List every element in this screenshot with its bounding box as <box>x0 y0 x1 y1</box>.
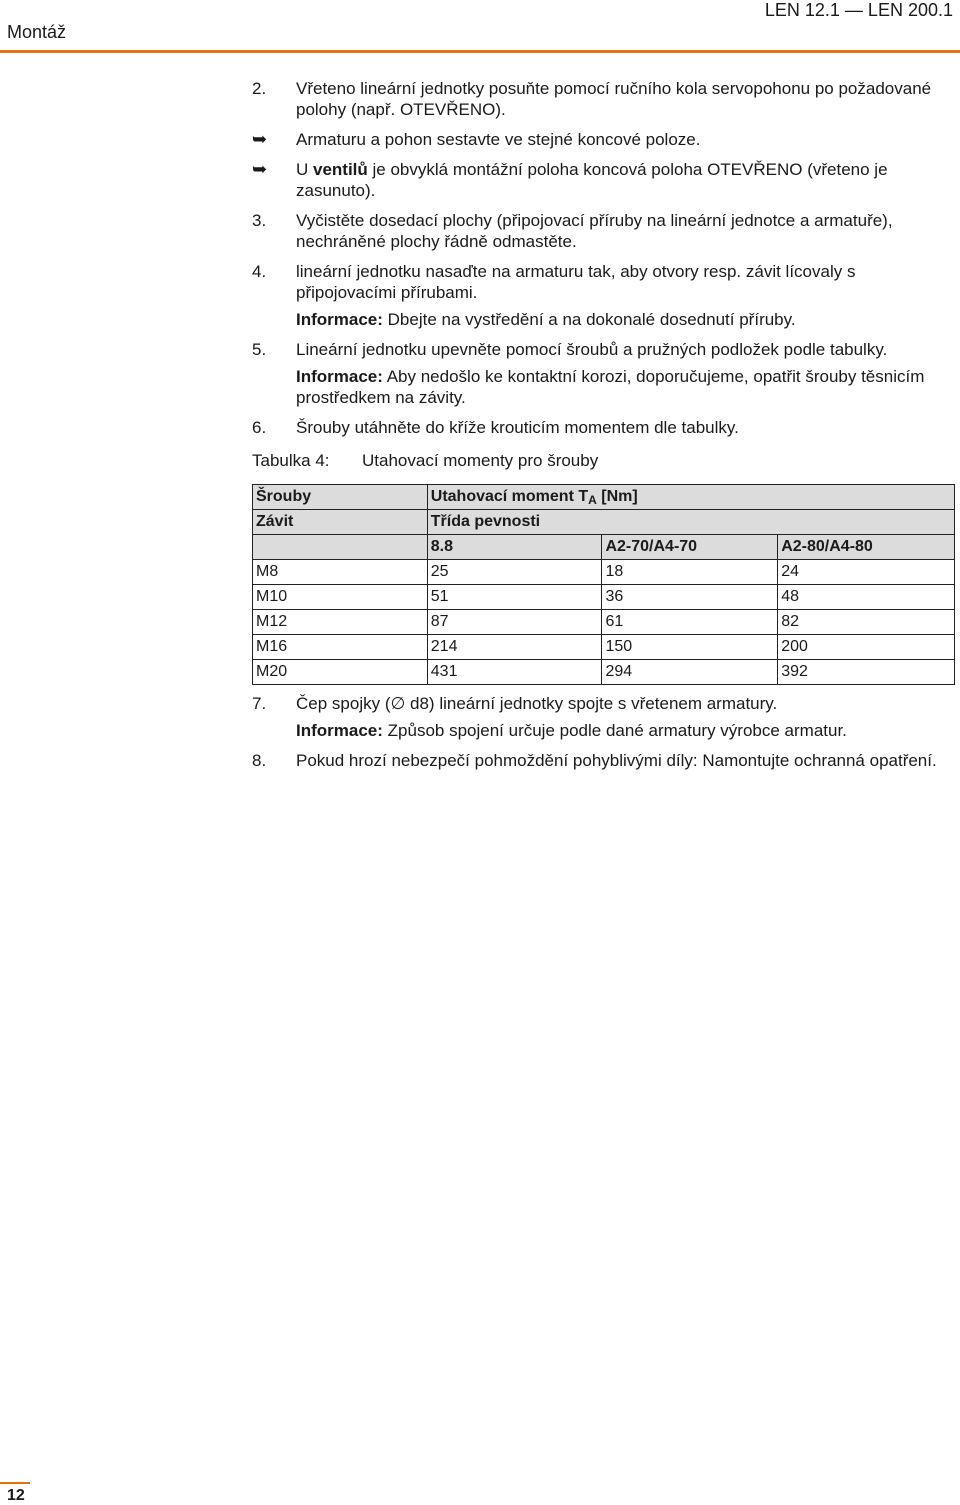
header-model-range: LEN 12.1 — LEN 200.1 <box>764 0 953 20</box>
info-label: Informace: <box>296 367 383 386</box>
bullet-2 <box>252 159 957 201</box>
footer-divider <box>0 1482 30 1484</box>
info-label: Informace: <box>296 721 383 740</box>
table-header-cell: Třída pevnosti <box>427 510 954 535</box>
table-caption <box>252 450 957 471</box>
table-cell: 25 <box>427 560 602 585</box>
info-label: Informace: <box>296 310 383 329</box>
table-cell: 431 <box>427 660 602 685</box>
info-note <box>296 309 957 330</box>
header-divider <box>0 50 960 53</box>
step-4 <box>252 261 957 330</box>
table-cell: 18 <box>602 560 778 585</box>
table-cell: 294 <box>602 660 778 685</box>
table-header-cell: A2-70/A4-70 <box>602 535 778 560</box>
table-header-cell: 8.8 <box>427 535 602 560</box>
torque-table <box>252 484 955 685</box>
info-text: Aby nedošlo ke kontaktní korozi, doporučujeme, opatřit šrouby těsnicím prostředkem na závity. <box>296 367 925 407</box>
arrow-bullet-icon: ➥ <box>252 159 268 179</box>
step-3 <box>252 210 957 252</box>
table-cell: 82 <box>778 610 955 635</box>
table-cell: 150 <box>602 635 778 660</box>
table-header-row <box>253 485 955 510</box>
table-cell: M16 <box>253 635 428 660</box>
instruction-content <box>252 78 957 780</box>
step-text: lineární jednotku nasaďte na armaturu tak, aby otvory resp. závit lícovaly s připojovacími přírubami. <box>296 262 856 302</box>
step-text-pre: Čep spojky ( <box>296 694 391 713</box>
table-cell: M8 <box>253 560 428 585</box>
table-header-cell <box>427 485 954 510</box>
table-cell: 48 <box>778 585 955 610</box>
table-header-cell <box>253 535 428 560</box>
step-8 <box>252 750 957 771</box>
table-header-cell: Šrouby <box>253 485 428 510</box>
bullet-text-pre: U <box>296 160 313 179</box>
table-row <box>253 660 955 685</box>
step-number: 2. <box>252 79 267 98</box>
table-cell: 24 <box>778 560 955 585</box>
table-header-row <box>253 535 955 560</box>
table-cell: 392 <box>778 660 955 685</box>
table-cell: 214 <box>427 635 602 660</box>
bullet-1 <box>252 129 957 150</box>
bullet-text <box>296 159 957 201</box>
bullet-text-post: je obvyklá montážní poloha koncová poloha OTEVŘENO (vřeteno je zasunuto). <box>296 160 888 200</box>
step-2 <box>252 78 957 120</box>
diameter-icon: ∅ <box>390 694 406 713</box>
info-note <box>296 720 957 741</box>
page-number: 12 <box>7 1487 25 1504</box>
table-row <box>253 610 955 635</box>
step-text: Pokud hrozí nebezpečí pohmoždění pohyblivými díly: Namontujte ochranná opatření. <box>296 751 937 770</box>
step-5 <box>252 339 957 408</box>
step-number: 8. <box>252 751 267 770</box>
step-7 <box>252 693 957 741</box>
table-cell: 200 <box>778 635 955 660</box>
header-torque-subscript: A <box>588 493 597 507</box>
table-caption-label: Tabulka 4: <box>252 451 330 470</box>
info-text: Dbejte na vystředění a na dokonalé dosednutí příruby. <box>382 310 796 329</box>
table-cell: M10 <box>253 585 428 610</box>
step-6 <box>252 417 957 438</box>
arrow-bullet-icon: ➥ <box>252 129 268 149</box>
table-header-cell: Závit <box>253 510 428 535</box>
table-header-row <box>253 510 955 535</box>
step-text: Vřeteno lineární jednotky posuňte pomocí ručního kola servopohonu po požadované polohy (např. OTEVŘENO). <box>296 79 932 119</box>
step-text: Vyčistěte dosedací plochy (připojovací příruby na lineární jednotce a armatuře), nechráněné plochy řádně odmastěte. <box>296 211 893 251</box>
table-row <box>253 635 955 660</box>
bullet-text: Armaturu a pohon sestavte ve stejné koncové poloze. <box>296 130 701 149</box>
bullet-text-bold: ventilů <box>313 160 368 179</box>
header-torque-label: Utahovací moment T <box>430 488 589 505</box>
step-number: 6. <box>252 418 267 437</box>
table-cell: 51 <box>427 585 602 610</box>
table-header-cell: A2-80/A4-80 <box>778 535 955 560</box>
step-number: 4. <box>252 262 267 281</box>
header-torque-unit: [Nm] <box>596 488 638 505</box>
step-text-post: d8) lineární jednotky spojte s vřetenem armatury. <box>405 694 778 713</box>
table-cell: 87 <box>427 610 602 635</box>
step-number: 7. <box>252 694 267 713</box>
step-text: Lineární jednotku upevněte pomocí šroubů a pružných podložek podle tabulky. <box>296 340 888 359</box>
table-cell: M12 <box>253 610 428 635</box>
table-cell: 36 <box>602 585 778 610</box>
step-number: 5. <box>252 340 267 359</box>
table-cell: M20 <box>253 660 428 685</box>
step-text <box>296 693 957 714</box>
info-text: Způsob spojení určuje podle dané armatury výrobce armatur. <box>382 721 847 740</box>
table-cell: 61 <box>602 610 778 635</box>
table-caption-text: Utahovací momenty pro šrouby <box>362 451 599 470</box>
table-row <box>253 560 955 585</box>
header-section-title: Montáž <box>7 22 67 42</box>
table-row <box>253 585 955 610</box>
step-number: 3. <box>252 211 267 230</box>
info-note <box>296 366 957 408</box>
step-text: Šrouby utáhněte do kříže krouticím momentem dle tabulky. <box>296 418 739 437</box>
